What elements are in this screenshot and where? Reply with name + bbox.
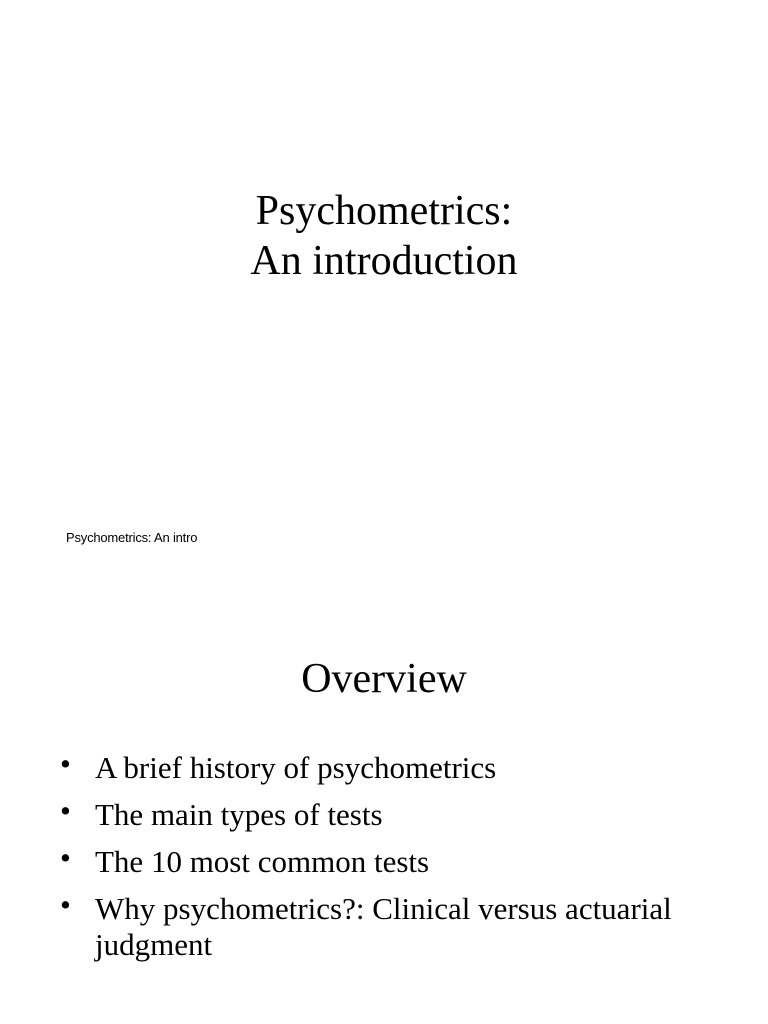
slide-footer: Psychometrics: An intro — [66, 530, 198, 545]
list-item-text: Why psychometrics?: Clinical versus actuarial judgment — [95, 891, 672, 962]
list-item — [60, 840, 740, 880]
bullet-icon: • — [60, 887, 71, 922]
bullet-list — [60, 746, 740, 974]
slide-title — [0, 186, 768, 286]
list-item — [60, 887, 740, 963]
overview-slide — [0, 576, 768, 1024]
list-item-text: A brief history of psychometrics — [95, 750, 497, 785]
overview-title: Overview — [301, 656, 467, 702]
list-item — [60, 793, 740, 833]
bullet-icon: • — [60, 746, 71, 781]
bullet-icon: • — [60, 840, 71, 875]
title-line: Psychometrics: — [255, 188, 513, 234]
list-item-text: The main types of tests — [95, 797, 383, 832]
list-item — [60, 746, 740, 786]
bullet-icon: • — [60, 793, 71, 828]
list-item-text: The 10 most common tests — [95, 844, 430, 879]
subtitle-line: An introduction — [250, 238, 518, 284]
